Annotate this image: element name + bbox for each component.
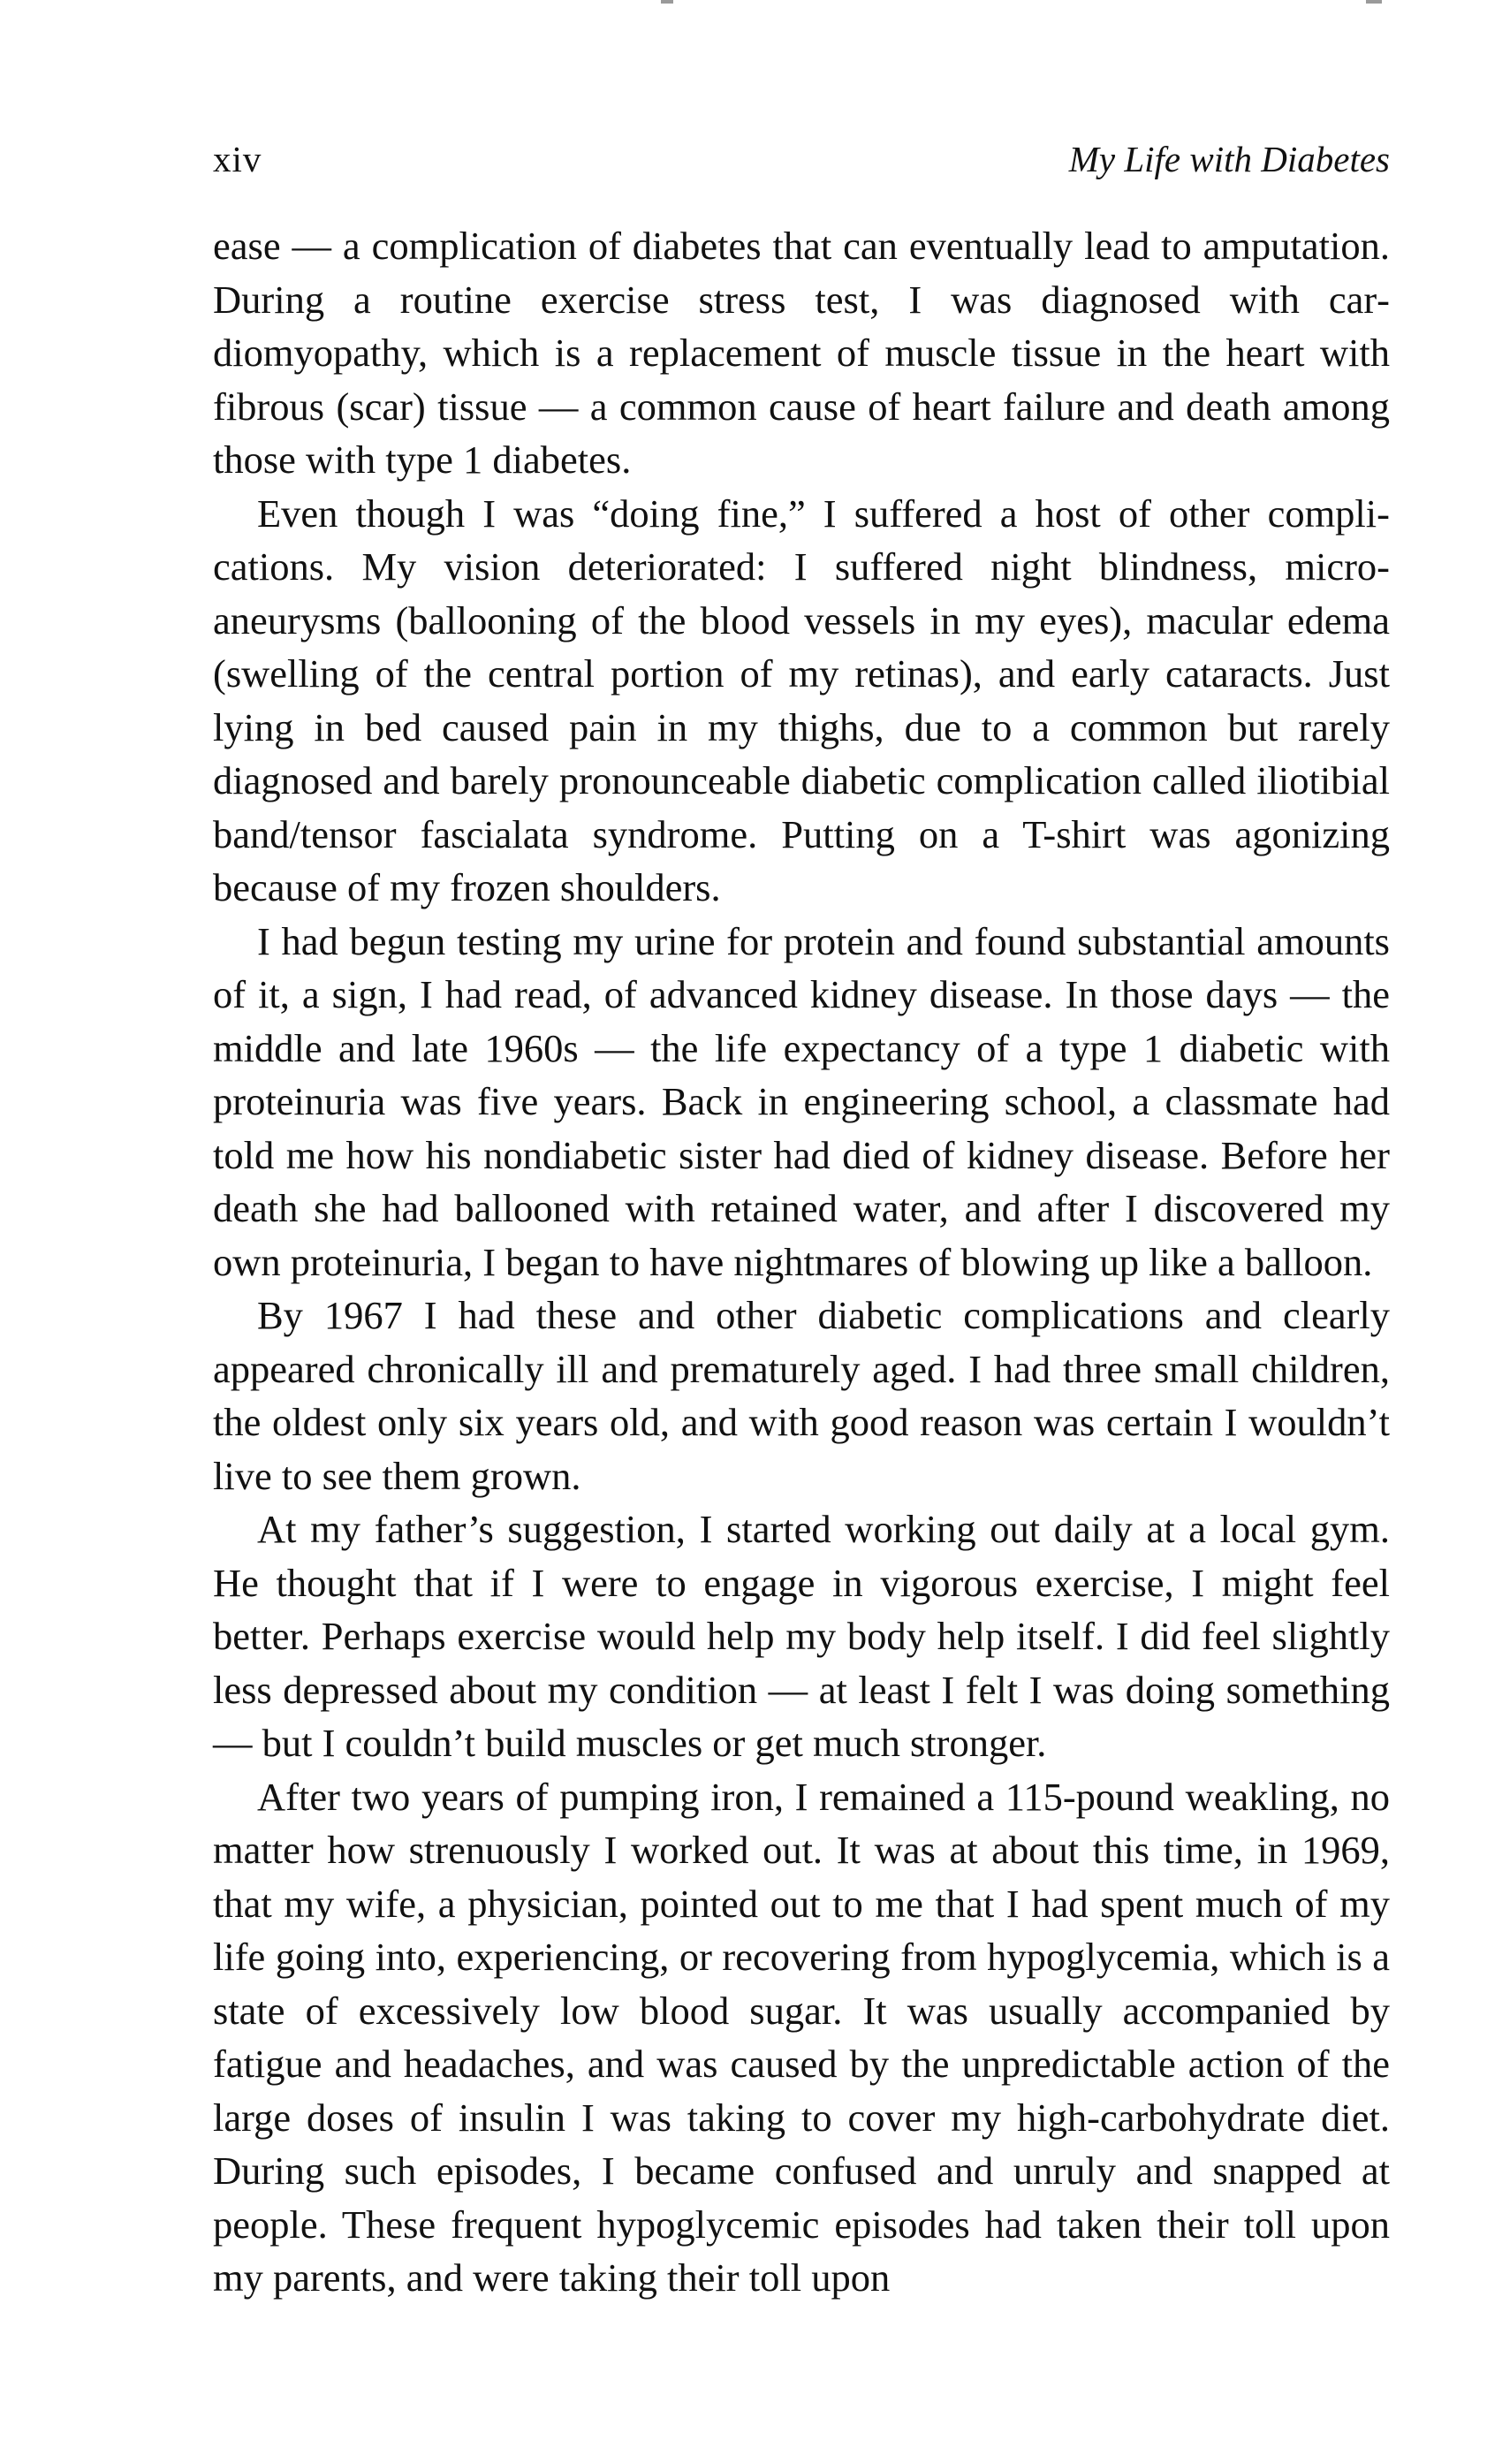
paragraph: After two years of pumping iron, I remained a 115-pound weakling, no matter how strenuously I worked out. It was at about this time, in 1969, that my wife, a physician, pointed out to me that I had spent much of my life going into, experiencing, or recovering from hypoglycemia, which is a state of excessively low blood sugar. It was usually accompanied by fatigue and headaches, and was caused by the unpredictable action of the large doses of insulin I was taking to cover my high-carbohydrate diet. During such episodes, I became confused and unruly and snapped at people. These frequent hypoglycemic episodes had taken their toll upon my parents, and were taking their toll upon: [213, 1774, 1390, 2300]
paragraph: I had begun testing my urine for protein and found substantial amounts of it, a sign, I had read, of advanced kidney disease. In those days — the middle and late 1960s — the life expectancy of a type 1 diabetic with proteinuria was five years. Back in engineering school, a classmate had told me how his nondiabetic sister had died of kidney disease. Before her death she had ballooned with retained water, and after I discovered my own proteinuria, I began to have nightmares of blowing up like a balloon.: [213, 918, 1390, 1284]
paragraph: At my father’s suggestion, I started working out daily at a local gym. He thought that if I were to engage in vigorous exercise, I might feel better. Perhaps exercise would help my body help itself. I did feel slightly less depressed about my condition — at least I felt I was doing something — but I couldn’t build muscles or get much stronger.: [213, 1507, 1390, 1765]
book-title: My Life with Diabetes: [1068, 139, 1390, 179]
scan-artifact-mark: [1366, 0, 1382, 4]
running-head: [213, 133, 1390, 186]
paragraph: Even though I was “doing fine,” I suffered a host of other complications. My vision deteriorated: I suffered night blindness, microaneurysms (ballooning of the blood vessels in my eyes), macular edema (swelling of the central portion of my retinas), and early cataracts. Just lying in bed caused pain in my thighs, due to a common but rarely diagnosed and barely pronounceable diabetic complication called iliotibial band/tensor fascialata syndrome. Putting on a T-shirt was agonizing because of my frozen shoulders.: [213, 491, 1390, 909]
scan-artifact-mark: [661, 0, 673, 4]
paragraph: By 1967 I had these and other diabetic complications and clearly appeared chronically ill and prematurely aged. I had three small children, the oldest only six years old, and with good reason was certain I wouldn’t live to see them grown.: [213, 1293, 1390, 1498]
paragraph-continued: ease — a complication of diabetes that can eventually lead to amputation. During a routine exercise stress test, I was diagnosed with cardiomyopathy, which is a replacement of muscle tissue in the heart with fibrous (scar) tissue — a common cause of heart failure and death among those with type 1 diabetes.: [213, 224, 1390, 482]
page-number: xiv: [213, 139, 262, 179]
body-text: [213, 219, 1390, 2305]
